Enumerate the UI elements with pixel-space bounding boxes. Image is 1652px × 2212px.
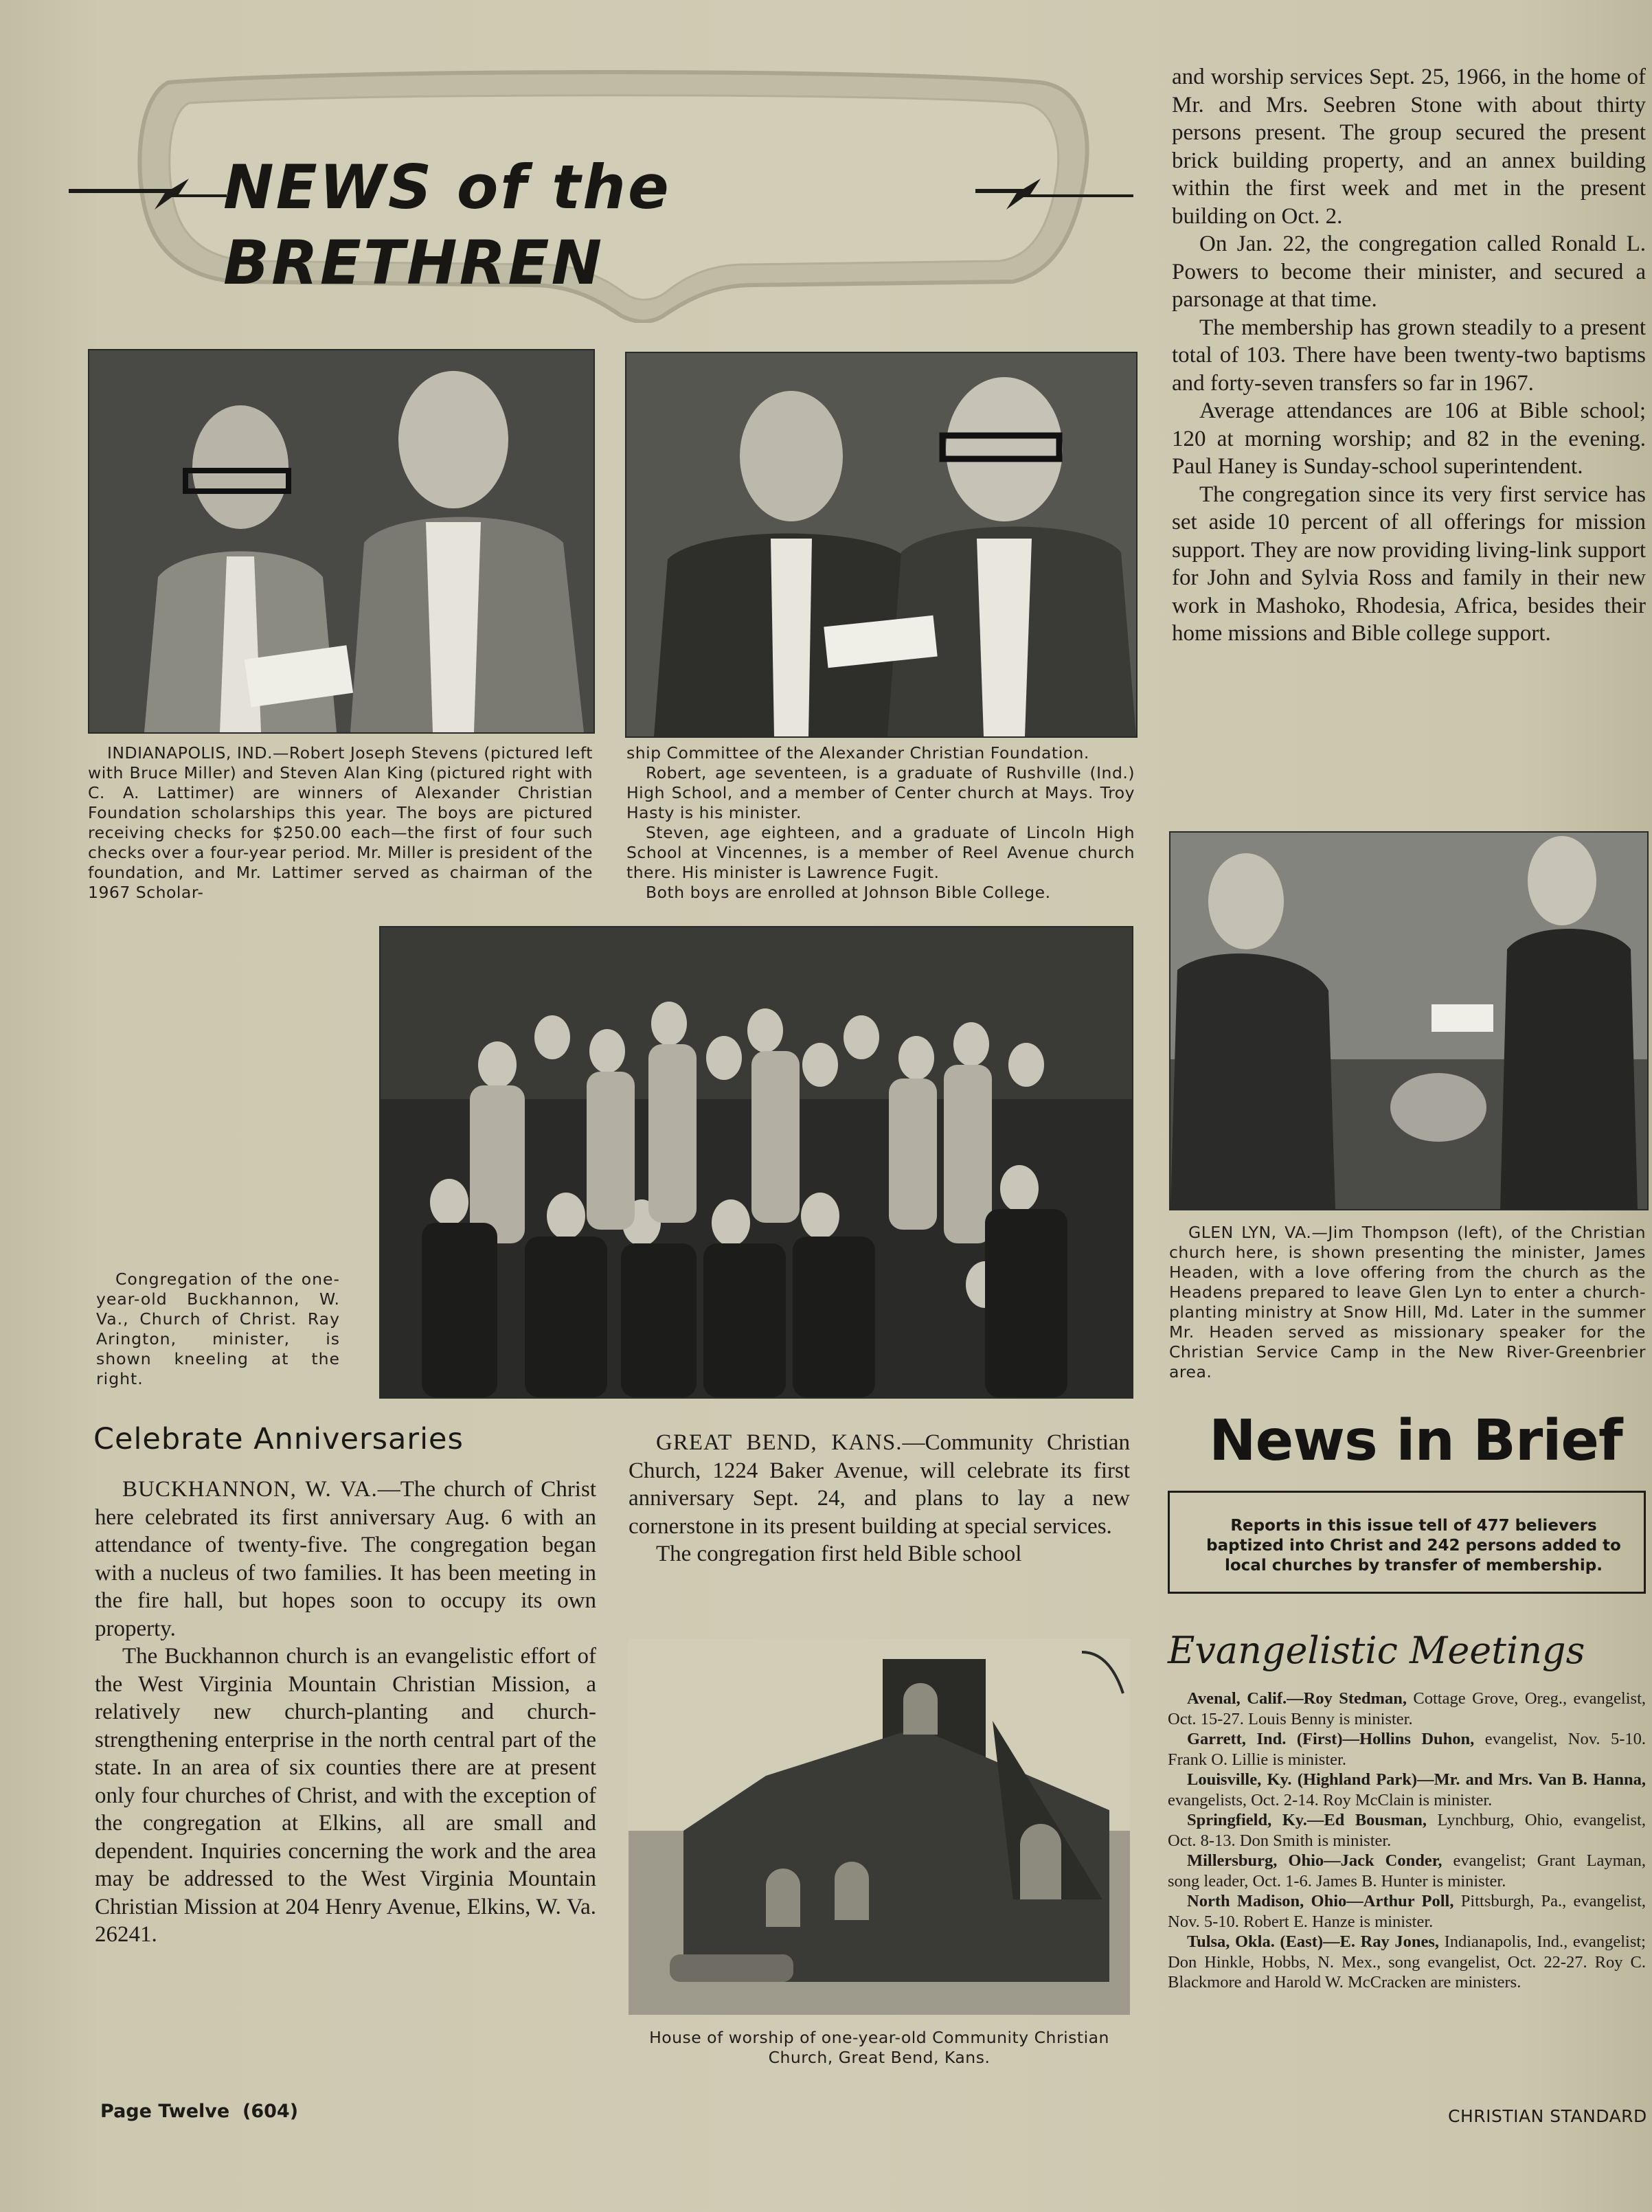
evangelistic-entry: [1168, 1932, 1646, 1993]
caption-congregation-text: Congregation of the one-year-old Buckhannon, W. Va., Church of Christ. Ray Arington, minister, is shown kneeling at the right.: [96, 1269, 340, 1388]
evangelistic-entry-place: Tulsa, Okla. (East)—E. Ray Jones,: [1187, 1932, 1439, 1951]
evangelistic-entry: [1168, 1729, 1646, 1770]
buckhannon-article: [95, 1476, 596, 1949]
evangelistic-entry: [1168, 1770, 1646, 1810]
right-column-p5: The congregation since its very first service has set aside 10 percent of all offerings for mission support. They are now providing living-link support for John and Sylvia Ross and family in their new work in Mashoko, Rhodesia, Africa, besides their home missions and Bible college support.: [1172, 482, 1646, 646]
right-column-p1: and worship services Sept. 25, 1966, in the home of Mr. and Mrs. Seebren Stone with about thirty persons present. The group secured the present brick building property, and an annex building within the first week and met in the present building on Oct. 2.: [1172, 65, 1646, 229]
right-column-p2: On Jan. 22, the congregation called Ronald L. Powers to become their minister, and secured a parsonage at that time.: [1172, 232, 1646, 312]
evangelistic-entry-place: Louisville, Ky. (Highland Park)—Mr. and Mrs. Van B. Hanna,: [1187, 1770, 1646, 1789]
greatbend-dateline: GREAT BEND, KANS.: [656, 1430, 903, 1455]
buckhannon-p1: —The church of Christ here celebrated its first anniversary Aug. 6 with an attendance of twenty-five. The congregation began with a nucleus of two families. It has been meeting in the fire hall, but hopes soon to occupy its own property.: [95, 1477, 596, 1641]
evangelistic-list: [1168, 1689, 1646, 1993]
evangelistic-entry: [1168, 1689, 1646, 1729]
buckhannon-p2: The Buckhannon church is an evangelistic effort of the West Virginia Mountain Christian Mission, a relatively new church-planting and church-strengthening enterprise in the north central part of the state. In an area of six counties there are at present only four churches of Christ, and with the exception of the congregation at Elkins, all are small and dependent. Inquiries concerning the work and the area may be addressed to the West Virginia Mountain Christian Mission at 204 Henry Avenue, Elkins, W. Va. 26241.: [95, 1644, 596, 1947]
greatbend-p1: —Community Christian Church, 1224 Baker Avenue, will celebrate its first anniversary Sept. 24, and plans to lay a new cornerstone in its present building at special services.: [629, 1430, 1130, 1539]
evangelistic-entry-details: evangelists, Oct. 2-14. Roy McClain is minister.: [1168, 1790, 1493, 1809]
page-title: NEWS of the BRETHREN: [223, 152, 671, 298]
caption-building: [629, 2028, 1130, 2068]
greatbend-article: [629, 1429, 1130, 1568]
evangelistic-entry: [1168, 1810, 1646, 1851]
right-column-p3: The membership has grown steadily to a present total of 103. There have been twenty-two baptisms and forty-seven transfers so far in 1967.: [1172, 315, 1646, 396]
evangelistic-entry-details: evangelist; Grant Layman, song leader, Oct. 1-6. James B. Hunter is minister.: [1168, 1851, 1646, 1891]
evangelistic-entry-place: Springfield, Ky.—Ed Bousman,: [1187, 1811, 1427, 1829]
evangelistic-entry-details: Pittsburgh, Pa., evangelist, Nov. 5-10. Robert E. Hanze is minister.: [1168, 1892, 1647, 1931]
news-in-brief-heading: News in Brief: [1209, 1408, 1622, 1474]
photo-stevens-miller: [88, 349, 595, 734]
caption-scholarship-text: ship Committee of the Alexander Christian Foundation.: [626, 743, 1089, 763]
evangelistic-heading: Evangelistic Meetings: [1168, 1629, 1585, 1672]
caption-building-text: House of worship of one-year-old Community Christian Church, Great Bend, Kans.: [649, 2028, 1109, 2067]
caption-both-text: Both boys are enrolled at Johnson Bible College.: [646, 883, 1051, 902]
evangelistic-entry-details: Cottage Grove, Oreg., evangelist, Oct. 15-27. Louis Benny is minister.: [1168, 1689, 1646, 1728]
evangelistic-entry-details: Indianapolis, Ind., evangelist; Don Hinkle, Hobbs, N. Mex., song evangelist, Oct. 22-27. Roy C. Blackmore and Harold W. McCracken are ministers.: [1168, 1932, 1646, 1991]
buckhannon-dateline: BUCKHANNON, W. VA.: [122, 1477, 378, 1502]
evangelistic-entry-place: Avenal, Calif.—Roy Stedman,: [1187, 1689, 1407, 1708]
caption-glen-lyn-text: GLEN LYN, VA.—Jim Thompson (left), of the Christian church here, is shown presenting the minister, James Headen, with a love offering from the church as the Headens prepared to leave Glen Lyn to enter a church-planting ministry at Snow Hill, Md. Later in the summer Mr. Headen served as missionary speaker for the Christian Service Camp in the New River-Greenbrier area.: [1169, 1223, 1646, 1381]
photo-congregation: [379, 926, 1133, 1399]
caption-robert-text: Robert, age seventeen, is a graduate of Rushville (Ind.) High School, and a member of Center church at Mays. Troy Hasty is his minister.: [626, 763, 1135, 822]
caption-glen-lyn: [1169, 1223, 1646, 1382]
photo-glen-lyn: [1169, 831, 1649, 1210]
evangelistic-entry-place: North Madison, Ohio—Arthur Poll,: [1187, 1892, 1454, 1910]
caption-scholarship: [626, 743, 1135, 903]
caption-indianapolis-text: INDIANAPOLIS, IND.—Robert Joseph Stevens (pictured left with Bruce Miller) and Steven Alan King (pictured right with C. A. Lattimer) are winners of Alexander Christian Foundation scholarships this year. The boys are pictured receiving checks for $250.00 each—the first of four such checks over a four-year period. Mr. Miller is president of the foundation, and Mr. Lattimer served as chairman of the 1967 Scholar-: [88, 743, 593, 902]
section-heading-anniversaries: Celebrate Anniversaries: [93, 1422, 464, 1456]
evangelistic-entry: [1168, 1891, 1646, 1932]
evangelistic-entry-place: Garrett, Ind. (First)—Hollins Duhon,: [1187, 1730, 1475, 1748]
footer-page-number: Page Twelve (604): [100, 2101, 299, 2122]
right-column-p4: Average attendances are 106 at Bible school; 120 at morning worship; and 82 in the evening. Paul Haney is Sunday-school superintendent.: [1172, 398, 1646, 479]
evangelistic-entry-place: Millersburg, Ohio—Jack Conder,: [1187, 1851, 1442, 1870]
photo-building: [629, 1638, 1130, 2015]
caption-steven-text: Steven, age eighteen, and a graduate of Lincoln High School at Vincennes, is a member of Reel Avenue church there. His minister is Lawrence Fugit.: [626, 823, 1135, 882]
lightning-left-icon: [69, 175, 227, 216]
footer-publication: CHRISTIAN STANDARD: [1448, 2106, 1647, 2126]
greatbend-p2: The congregation first held Bible school: [656, 1542, 1022, 1566]
right-column-text: [1172, 63, 1646, 648]
lightning-right-icon: [975, 175, 1133, 216]
evangelistic-entry-details: Lynchburg, Ohio, evangelist, Oct. 8-13. Don Smith is minister.: [1168, 1811, 1646, 1850]
news-in-brief-box: [1168, 1491, 1646, 1594]
caption-indianapolis: [88, 743, 593, 903]
evangelistic-entry-details: evangelist, Nov. 5-10. Frank O. Lillie is minister.: [1168, 1730, 1646, 1769]
evangelistic-entry: [1168, 1851, 1646, 1891]
caption-congregation: [96, 1269, 340, 1389]
photo-king-lattimer: [625, 352, 1138, 738]
news-in-brief-text: Reports in this issue tell of 477 believers baptized into Christ and 242 persons added to local churches by transfer of membership.: [1206, 1517, 1621, 1575]
